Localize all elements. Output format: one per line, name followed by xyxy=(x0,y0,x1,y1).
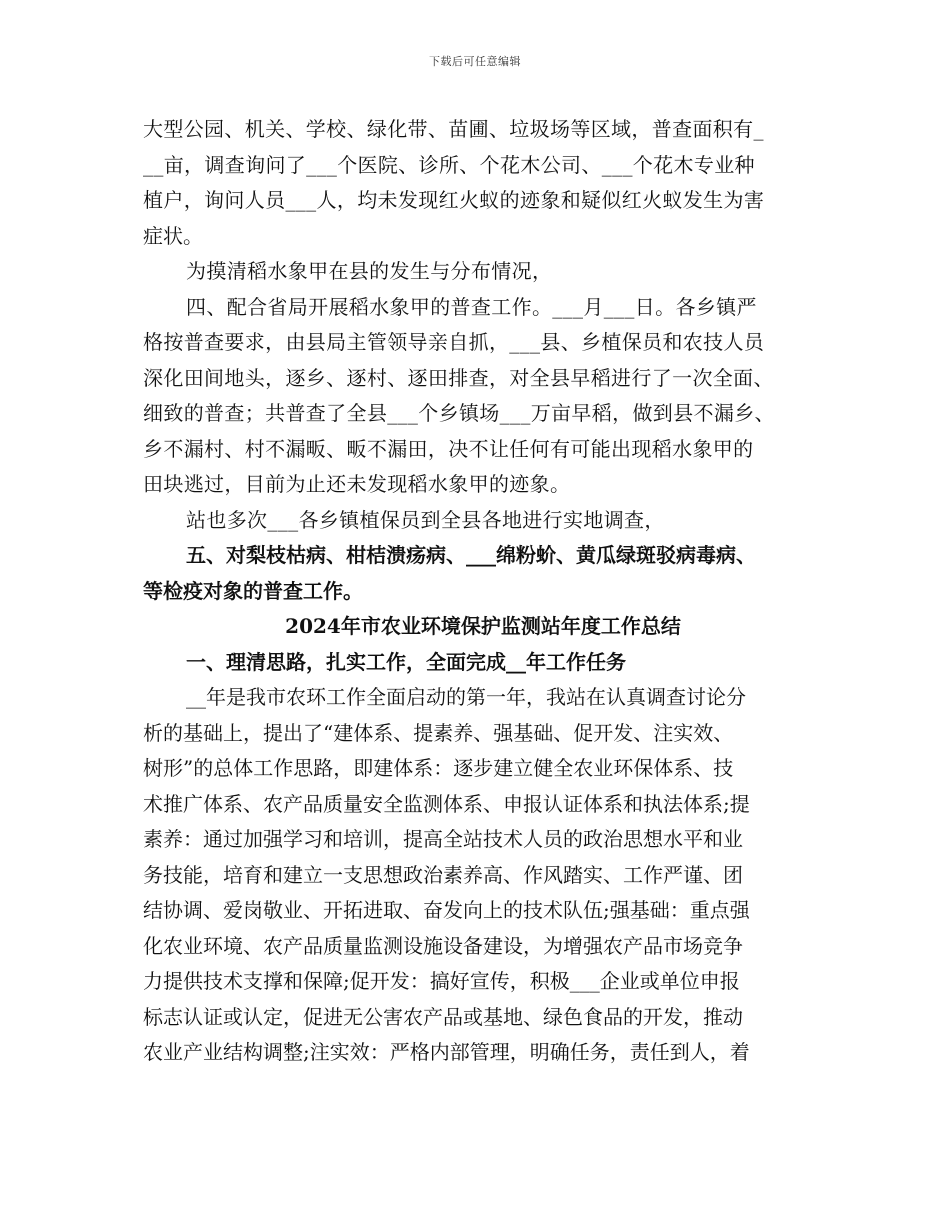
page-header: 下载后可任意编辑 xyxy=(429,55,521,68)
body-line: 树形”的总体工作思路，即建体系：逐步建立健全农业环保体系、技 xyxy=(143,756,734,780)
body-line: 为摸清稻水象甲在县的发生与分布情况， xyxy=(186,259,553,283)
body-line: 析的基础上，提出了“建体系、提素养、强基础、促开发、注实效、 xyxy=(143,720,734,745)
body-line: 术推广体系、农产品质量安全监测体系、申报认证体系和执法体系;提 xyxy=(143,791,750,816)
body-line: 结协调、爱岗敬业、开拓进取、奋发向上的技术队伍;强基础：重点强 xyxy=(143,898,750,922)
body-line: 细致的普查；共普查了全县___个乡镇场___万亩早稻，做到县不漏乡、 xyxy=(143,401,775,425)
body-line: __亩，调查询问了___个医院、诊所、个花木公司、___个花木专业种 xyxy=(143,152,755,177)
body-line: 大型公园、机关、学校、绿化带、苗圃、垃圾场等区域，普查面积有_ xyxy=(143,117,764,141)
body-line: 乡不漏村、村不漏畈、畈不漏田，决不让任何有可能出现稻水象甲的 xyxy=(143,436,754,461)
body-line: 标志认证或认定，促进无公害农产品或基地、绿色食品的开发，推动 xyxy=(143,1004,743,1029)
section-heading: 五、对梨枝枯病、柑桔溃疡病、___绵粉蚧、黄瓜绿斑驳病毒病、 xyxy=(186,543,756,567)
body-line: 植户，询问人员___人，均未发现红火蚁的迹象和疑似红火蚁发生为害 xyxy=(143,188,765,212)
body-line: 四、配合省局开展稻水象甲的普查工作。___月___日。各乡镇严 xyxy=(186,294,757,319)
body-line: __年是我市农环工作全面启动的第一年，我站在认真调查讨论分 xyxy=(186,685,746,709)
document-body xyxy=(143,112,843,1071)
section-heading: 等检疫对象的普查工作。 xyxy=(143,578,363,603)
body-line: 素养：通过加强学习和培训，提高全站技术人员的政治思想水平和业 xyxy=(143,827,743,851)
section-heading: 一、理清思路，扎实工作，全面完成__年工作任务 xyxy=(186,649,626,674)
body-line: 深化田间地头，逐乡、逐村、逐田排查，对全县早稻进行了一次全面、 xyxy=(143,365,774,390)
body-line: 力提供技术支撑和保障;促开发：搞好宣传，积极___企业或单位申报 xyxy=(143,969,740,993)
body-line: 务技能，培育和建立一支思想政治素养高、作风踏实、工作严谨、团 xyxy=(143,862,743,887)
body-line: 田块逃过，目前为止还未发现稻水象甲的迹象。 xyxy=(143,472,571,496)
body-line: 站也多次___各乡镇植保员到全县各地进行实地调查， xyxy=(186,507,665,532)
body-line: 化农业环境、农产品质量监测设施设备建设，为增强农产品市场竞争 xyxy=(143,933,743,958)
body-line: 农业产业结构调整;注实效：严格内部管理，明确任务，责任到人，着 xyxy=(143,1040,750,1064)
body-line: 症状。 xyxy=(143,223,203,248)
document-title: 2024年市农业环境保护监测站年度工作总结 xyxy=(285,614,681,638)
body-line: 格按普查要求，由县局主管领导亲自抓，___县、乡植保员和农技人员 xyxy=(143,330,765,354)
